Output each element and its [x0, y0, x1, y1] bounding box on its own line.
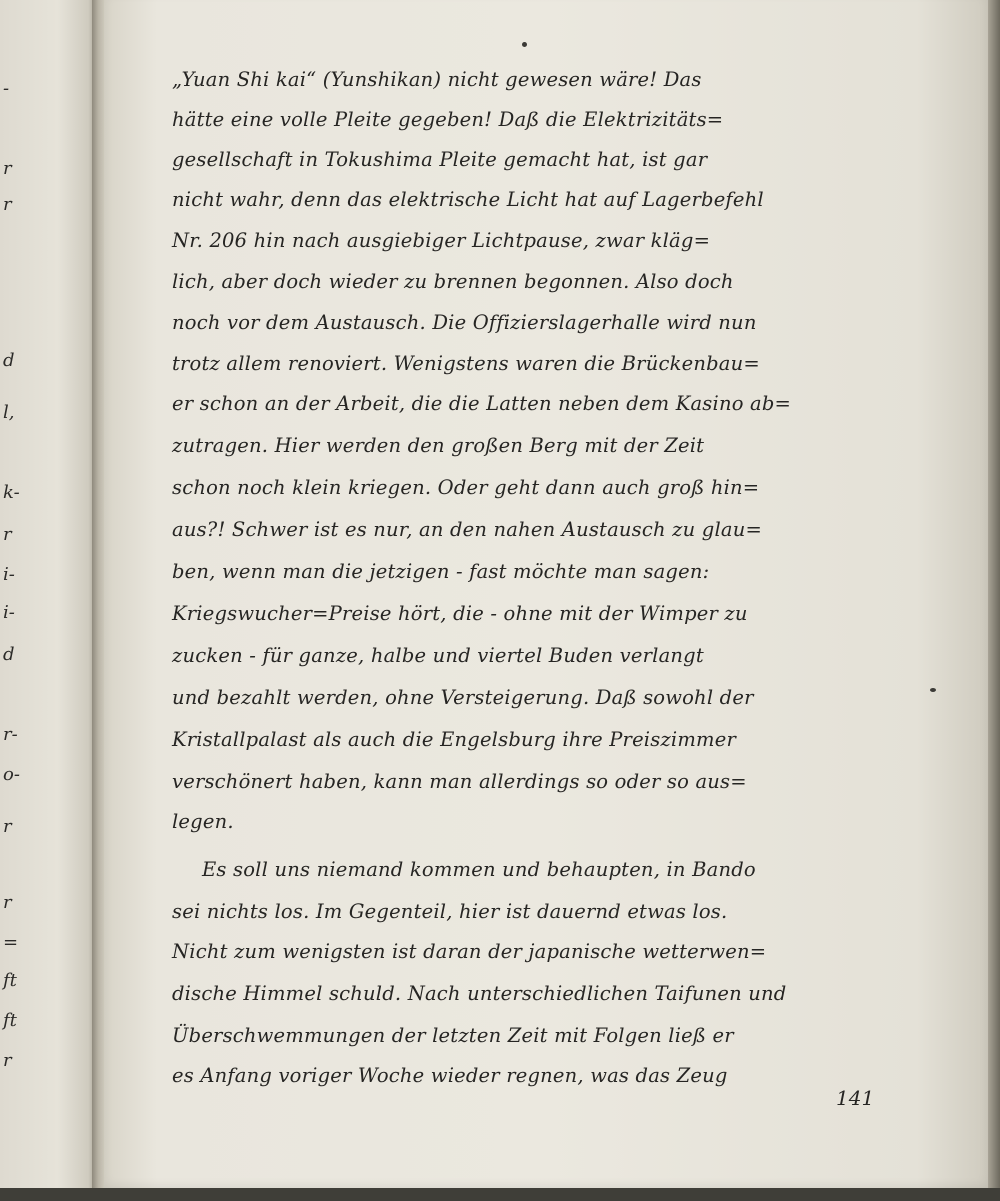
text-line: Kristallpalast als auch die Engelsburg ihre Preiszimmer: [172, 728, 737, 751]
text-line: verschönert haben, kann man allerdings so oder so aus=: [172, 770, 747, 793]
left-fragment: r: [3, 524, 12, 545]
text-line: es Anfang voriger Woche wieder regnen, was das Zeug: [172, 1064, 728, 1087]
page-number: 141: [836, 1086, 875, 1110]
left-fragment: d: [3, 350, 15, 371]
left-fragment: k-: [3, 482, 20, 503]
text-line: schon noch klein kriegen. Oder geht dann auch groß hin=: [172, 476, 760, 499]
text-line: trotz allem renoviert. Wenigstens waren die Brückenbau=: [172, 352, 760, 375]
text-line: Nr. 206 hin nach ausgiebiger Lichtpause, zwar kläg=: [172, 229, 711, 252]
text-line: und bezahlt werden, ohne Versteigerung. Daß sowohl der: [172, 686, 754, 709]
left-fragment: r: [3, 194, 12, 215]
text-line: Es soll uns niemand kommen und behaupten, in Bando: [202, 858, 756, 881]
left-fragment: ft: [3, 1010, 17, 1031]
text-line: ben, wenn man die jetzigen - fast möchte man sagen:: [172, 560, 710, 583]
text-line: sei nichts los. Im Gegenteil, hier ist dauernd etwas los.: [172, 900, 728, 923]
text-line: zutragen. Hier werden den großen Berg mit der Zeit: [172, 434, 705, 457]
left-fragment: r: [3, 158, 12, 179]
text-line: hätte eine volle Pleite gegeben! Daß die Elektrizitäts=: [172, 108, 724, 131]
text-line: legen.: [172, 810, 234, 833]
left-fragment: d: [3, 644, 15, 665]
text-line: gesellschaft in Tokushima Pleite gemacht hat, ist gar: [172, 148, 708, 171]
left-fragment: i-: [3, 564, 15, 585]
text-line: Kriegswucher=Preise hört, die - ohne mit der Wimper zu: [172, 602, 748, 625]
left-fragment: l,: [3, 402, 15, 423]
left-fragment: ft: [3, 970, 17, 991]
left-fragment: =: [3, 932, 19, 953]
text-line: zucken - für ganze, halbe und viertel Buden verlangt: [172, 644, 704, 667]
left-fragment: r-: [3, 724, 18, 745]
left-fragment: o-: [3, 764, 20, 785]
left-fragment: i-: [3, 602, 15, 623]
left-fragment: r: [3, 1050, 12, 1071]
text-line: „Yuan Shi kai“ (Yunshikan) nicht gewesen wäre! Das: [172, 68, 702, 91]
text-line: aus?! Schwer ist es nur, an den nahen Austausch zu glau=: [172, 518, 763, 541]
text-line: noch vor dem Austausch. Die Offizierslagerhalle wird nun: [172, 311, 757, 334]
left-page-edge: [0, 0, 96, 1190]
text-line: lich, aber doch wieder zu brennen begonnen. Also doch: [172, 270, 734, 293]
ink-speck: [930, 688, 936, 692]
text-line: er schon an der Arbeit, die die Latten neben dem Kasino ab=: [172, 392, 792, 415]
right-page: [104, 0, 988, 1192]
table-surface: [0, 1188, 1000, 1201]
ink-speck: [522, 42, 527, 47]
text-line: Überschwemmungen der letzten Zeit mit Folgen ließ er: [172, 1024, 734, 1047]
left-fragment: -: [3, 78, 10, 99]
text-line: dische Himmel schuld. Nach unterschiedlichen Taifunen und: [172, 982, 787, 1005]
text-line: Nicht zum wenigsten ist daran der japanische wetterwen=: [172, 940, 767, 963]
left-fragment: r: [3, 892, 12, 913]
left-fragment: r: [3, 816, 12, 837]
page-stack-edge: [988, 0, 1000, 1201]
text-line: nicht wahr, denn das elektrische Licht hat auf Lagerbefehl: [172, 188, 764, 211]
